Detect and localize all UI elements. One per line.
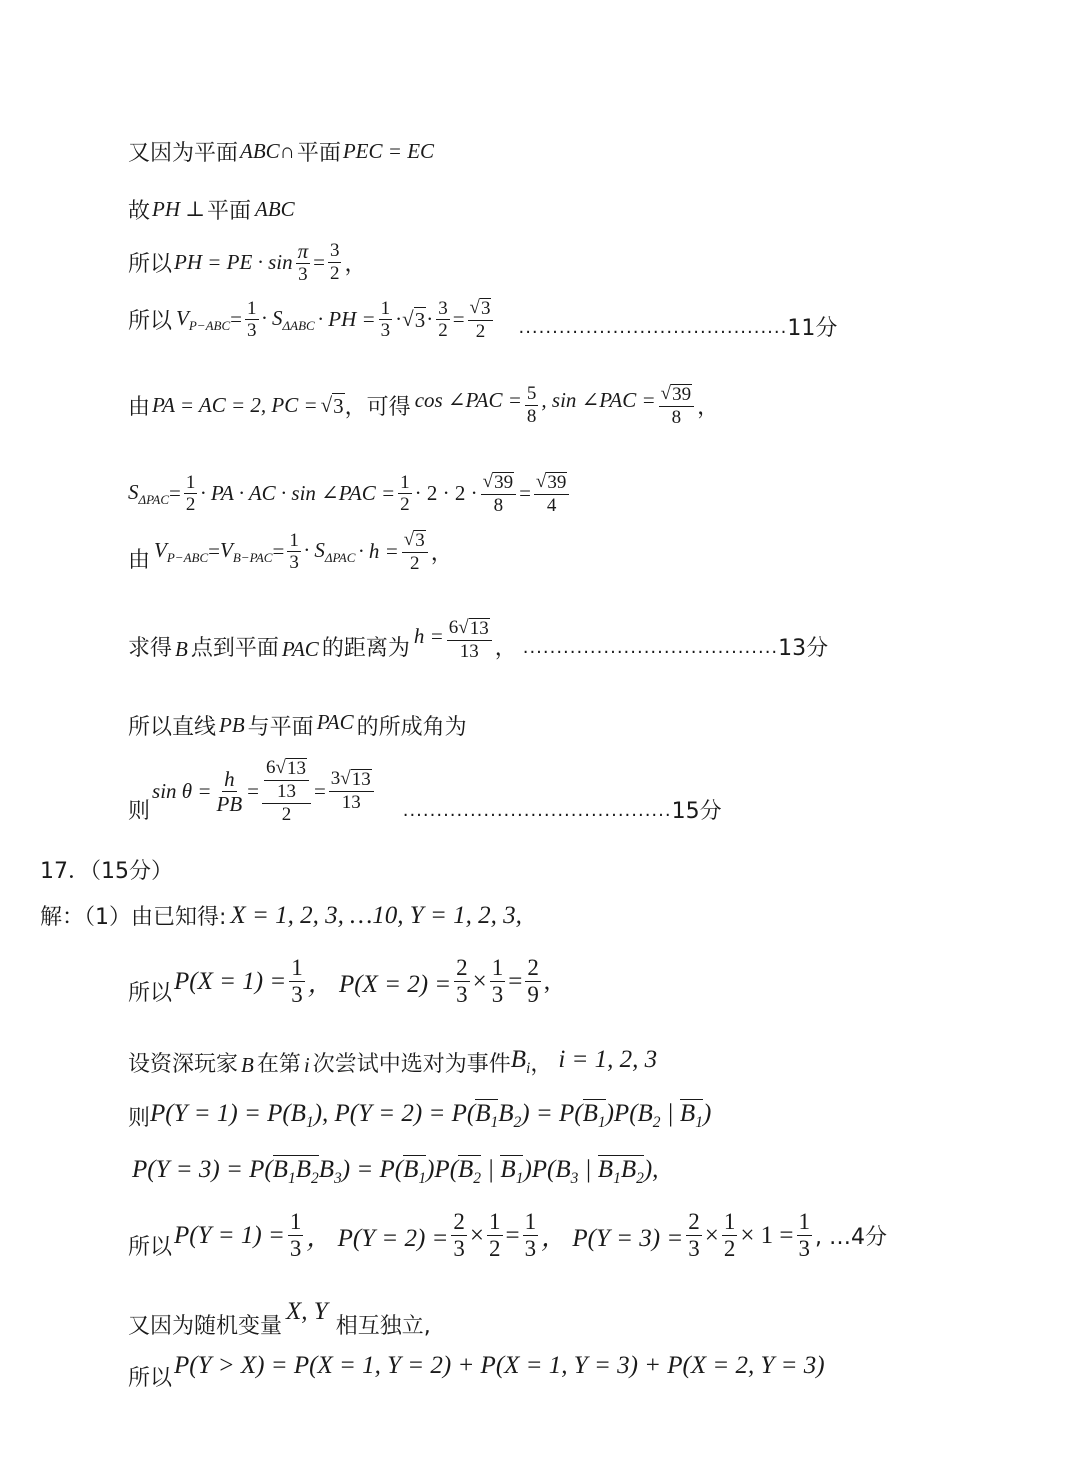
text: 所以: [128, 981, 173, 1007]
equals: =: [505, 1221, 520, 1249]
math: × 1 =: [740, 1221, 794, 1249]
line-3: [128, 240, 366, 285]
equals: =: [247, 778, 260, 803]
punct: ，: [697, 395, 720, 421]
math: P(X = 1) =: [174, 967, 287, 995]
fraction: √ 39 8: [481, 472, 516, 516]
math: B: [175, 636, 188, 661]
math: $S_{\Delta PAC}$: [128, 479, 170, 508]
line-12: [40, 900, 522, 931]
score-label: , …4分: [815, 1225, 888, 1251]
text: 求得: [128, 635, 173, 661]
text: 所以: [128, 251, 173, 277]
line-8: [128, 618, 838, 662]
equals: =: [519, 481, 531, 506]
math: · h =: [358, 539, 399, 564]
math: $V_{P-ABC}$: [176, 305, 231, 334]
line-10: [128, 758, 838, 825]
times: ×: [704, 1221, 719, 1249]
math: · PH =: [317, 307, 376, 332]
fraction: $\frac{3}{2}$: [438, 297, 448, 342]
punct: ，: [344, 251, 367, 277]
line-2: [128, 194, 295, 225]
fraction: √ 3 2: [402, 530, 428, 574]
equals: =: [452, 307, 465, 332]
question-number: 17．（15分）: [40, 859, 173, 884]
equals: =: [169, 481, 181, 506]
math: , sin ∠PAC =: [541, 388, 656, 412]
text: 与平面: [247, 715, 314, 740]
punct: ，: [494, 635, 517, 661]
line-17: [128, 1210, 887, 1261]
leader-dots: ......................................: [522, 636, 779, 658]
fraction: √ 39 4: [534, 472, 569, 516]
equals: =: [208, 539, 221, 564]
math: $V_{B-PAC}$: [220, 537, 273, 566]
equals: =: [230, 307, 243, 332]
math: $P(Y = 3) = P(B_1B_2B_3) = P(B_1)P(B_2$ | $B_1)P(B_3$ | $B_1B_2$),: [132, 1156, 659, 1187]
text: 所以: [128, 1235, 173, 1261]
text: 所以: [128, 309, 173, 335]
text: 在第: [256, 1052, 301, 1077]
line-7: [128, 530, 453, 574]
math: ， P(Y = 3) =: [541, 1224, 684, 1252]
sqrt: √ 3: [320, 392, 344, 418]
text: 的所成角为: [356, 715, 467, 740]
text: 平面: [296, 141, 341, 166]
fraction: $\frac{1}{3}$: [524, 1209, 537, 1262]
math: PA = AC = 2, PC =: [152, 393, 318, 418]
line-6: [128, 472, 572, 516]
times: ×: [469, 1221, 485, 1249]
fraction: $\frac{3}{2}$: [329, 240, 340, 284]
math: X, Y: [286, 1298, 328, 1325]
fraction: $\frac{1}{3}$: [291, 955, 303, 1008]
math: · $S_{\Delta ABC}$: [261, 305, 315, 334]
text: 点到平面: [190, 635, 279, 661]
fraction: $\frac{2}{3}$: [688, 1209, 700, 1262]
score-label: 15分: [671, 798, 722, 824]
compound-fraction: 6 √ 13 13 2: [262, 758, 311, 825]
leader-dots: ........................................: [518, 316, 788, 338]
math: i: [303, 1053, 310, 1077]
equals: =: [313, 249, 325, 274]
fraction: $\frac{2}{9}$: [527, 955, 539, 1008]
math: ， P(X = 2) =: [307, 970, 452, 998]
text: 次尝试中选对为事件: [312, 1052, 511, 1077]
times: ×: [472, 967, 487, 995]
text: 平面: [207, 199, 252, 224]
leader-dots: ........................................: [402, 799, 672, 821]
line-13: [128, 956, 550, 1007]
text: 则: [128, 1106, 151, 1131]
math: PAC: [316, 710, 354, 734]
fraction: $\frac{1}{2}$: [185, 471, 196, 516]
line-1: [128, 136, 434, 167]
fraction: 6 √ 13 13: [447, 618, 492, 662]
text: 的距离为: [321, 635, 410, 661]
line-19: [128, 1352, 825, 1392]
text: 又因为随机变量: [128, 1314, 283, 1339]
math: sin θ =: [152, 778, 212, 803]
line-11: [40, 854, 173, 885]
fraction: $\frac{1}{3}$: [380, 297, 391, 342]
punct: ,: [543, 967, 551, 995]
math: X = 1, 2, 3, …10, Y = 1, 2, 3,: [230, 901, 522, 929]
line-14: [128, 1046, 657, 1078]
math: P(Y > X) = P(X = 1, Y = 2) + P(X = 1, Y = 3) + P(X = 2, Y = 3): [174, 1352, 825, 1379]
text: 又因为平面: [128, 141, 239, 166]
text: 由: [128, 547, 151, 573]
math: ABC: [255, 197, 295, 221]
fraction: $\frac{1}{3}$: [491, 955, 504, 1008]
fraction: $\frac{h}{PB}$: [216, 766, 243, 816]
math: PEC = EC: [342, 139, 435, 163]
math: P(Y = 1) =: [174, 1221, 285, 1249]
fraction: √ 3 2: [468, 298, 494, 342]
line-15: [128, 1100, 711, 1132]
math: $V_{P-ABC}$: [154, 537, 209, 566]
score-label: 11分: [787, 315, 838, 341]
fraction: $\frac{1}{3}$: [289, 529, 299, 574]
fraction: 3 √ 13 13: [329, 769, 374, 813]
line-5: [128, 384, 719, 428]
math: cos ∠PAC =: [414, 388, 522, 412]
line-4: [128, 298, 838, 342]
line-9: [128, 710, 467, 741]
fraction: $\frac{2}{3}$: [453, 1209, 465, 1262]
text: 相互独立,: [335, 1314, 431, 1339]
math: $B_i$: [510, 1046, 531, 1077]
math: PH ⊥: [152, 197, 206, 221]
line-16: [132, 1156, 658, 1188]
text: 设资深玩家: [128, 1052, 239, 1077]
math: i = 1, 2, 3: [558, 1046, 658, 1073]
math: PB: [219, 713, 245, 737]
math: PH = PE · sin: [174, 249, 293, 274]
text: 所以: [128, 1366, 173, 1391]
fraction: $\frac{1}{3}$: [289, 1209, 302, 1262]
score-label: 13分: [778, 635, 829, 661]
math: · $S_{\Delta PAC}$: [303, 537, 356, 566]
equals: =: [313, 778, 326, 803]
text: 所以直线: [128, 715, 217, 740]
fraction: $\frac{1}{2}$: [723, 1209, 736, 1262]
fraction: $\frac{1}{2}$: [489, 1209, 501, 1262]
text: 则: [128, 798, 151, 824]
fraction: $\frac{1}{2}$: [400, 471, 410, 516]
math: PAC: [281, 636, 319, 661]
punct: ，: [530, 1052, 553, 1077]
punct: ，: [430, 541, 453, 567]
math: ABC∩: [240, 139, 295, 163]
fraction: $\frac{1}{3}$: [798, 1209, 811, 1262]
math: h =: [413, 624, 444, 648]
math: B: [241, 1053, 254, 1077]
equals: =: [508, 967, 523, 995]
sqrt: · √ 3 ·: [395, 306, 434, 332]
math: · PA · AC · sin ∠PAC =: [200, 481, 396, 506]
math: $P(Y = 1) = P(B_1)$, $P(Y = 2) = P(B_1B_2) = P(B_1)P(B_2$ | $B_1$): [150, 1100, 712, 1131]
text: ，可得: [344, 395, 411, 421]
fraction: $\frac{2}{3}$: [456, 955, 468, 1008]
line-18: [128, 1298, 431, 1340]
equals: =: [272, 539, 285, 564]
fraction: $\frac{5}{8}$: [526, 383, 537, 427]
fraction: $\frac{\pi}{3}$: [297, 239, 309, 286]
fraction: √ 39 8: [659, 384, 694, 428]
text: 由: [128, 395, 151, 421]
math: ， P(Y = 2) =: [306, 1224, 449, 1252]
fraction: $\frac{1}{3}$: [247, 297, 257, 342]
text: 解：（1）由已知得:: [40, 905, 227, 930]
math: · 2 · 2 ·: [414, 481, 478, 506]
text: 故: [128, 199, 151, 224]
